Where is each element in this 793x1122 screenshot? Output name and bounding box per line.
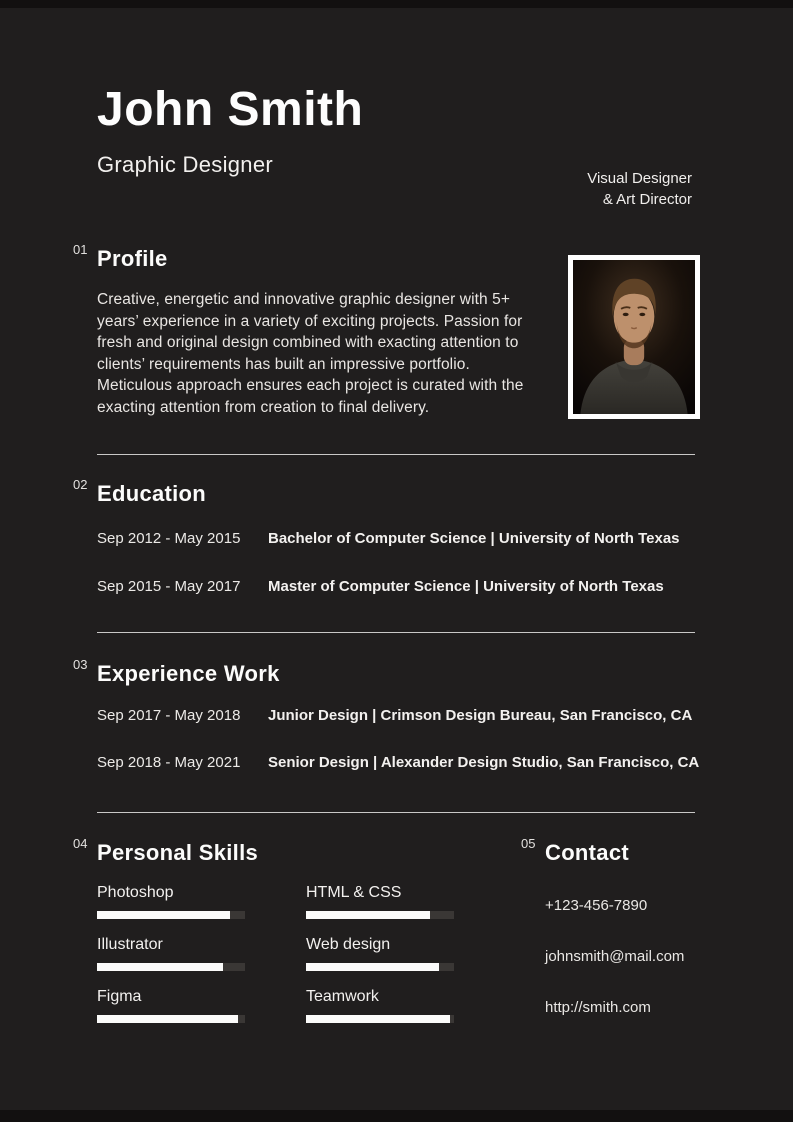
contact-phone: +123-456-7890 <box>545 897 648 914</box>
skill-item <box>306 936 454 971</box>
skill-progress-fill <box>97 963 223 971</box>
section-heading-profile <box>73 242 168 272</box>
person-role: Graphic Designer <box>97 152 273 177</box>
experience-dates: Sep 2018 - May 2021 <box>97 754 241 771</box>
portrait-photo-illustration <box>573 260 695 414</box>
skill-progress-bar <box>97 963 245 971</box>
skill-label: Figma <box>97 988 142 1005</box>
skill-item <box>97 936 245 971</box>
section-heading-education <box>73 477 207 507</box>
skill-progress-bar <box>306 963 454 971</box>
profile-summary-text: Creative, energetic and innovative graphic designer with 5+ years’ experience in a variety of exciting projects. Passion for fresh and original design combined with exacting attention to clients’ requirements has built an impressive portfolio. Meticulous approach ensures each project is curated with the exacting attention from creation to final delivery. <box>97 291 524 416</box>
skill-progress-fill <box>306 911 430 919</box>
portrait-photo <box>568 255 700 419</box>
section-number: 04 <box>73 836 88 851</box>
section-heading-contact <box>521 836 629 866</box>
skill-progress-fill <box>97 1015 238 1023</box>
section-title: Education <box>97 481 207 506</box>
skill-progress-fill <box>306 963 439 971</box>
education-dates: Sep 2012 - May 2015 <box>97 530 241 547</box>
section-title: Personal Skills <box>97 840 259 865</box>
contact-list <box>545 897 684 1050</box>
experience-description: Senior Design | Alexander Design Studio, San Francisco, CA <box>268 754 700 771</box>
skill-label: Teamwork <box>306 988 379 1005</box>
education-description: Master of Computer Science | University of North Texas <box>268 578 664 595</box>
skill-label: HTML & CSS <box>306 884 402 901</box>
top-edge-strip <box>0 0 793 8</box>
person-name: John Smith <box>97 83 364 136</box>
education-row <box>97 578 697 595</box>
tagline-line-1: Visual Designer <box>587 170 692 187</box>
bottom-edge-strip <box>0 1110 793 1122</box>
skill-progress-fill <box>97 911 230 919</box>
skill-item <box>306 884 454 919</box>
education-row <box>97 530 697 547</box>
skill-progress-fill <box>306 1015 450 1023</box>
skill-item <box>97 988 245 1023</box>
divider <box>97 812 695 813</box>
divider <box>97 454 695 455</box>
skill-progress-bar <box>306 911 454 919</box>
section-heading-skills <box>73 836 259 866</box>
section-title: Profile <box>97 246 168 271</box>
skill-item <box>97 884 245 919</box>
experience-dates: Sep 2017 - May 2018 <box>97 707 241 724</box>
section-number: 03 <box>73 657 88 672</box>
skill-progress-bar <box>97 1015 245 1023</box>
skills-grid <box>97 884 454 1023</box>
section-number: 01 <box>73 242 88 257</box>
contact-email: johnsmith@mail.com <box>545 948 685 965</box>
contact-website: http://smith.com <box>545 999 651 1016</box>
skill-label: Web design <box>306 936 391 953</box>
divider <box>97 632 695 633</box>
skill-label: Photoshop <box>97 884 174 901</box>
section-heading-experience <box>73 657 280 687</box>
tagline-line-2: & Art Director <box>602 191 692 208</box>
experience-row <box>97 707 697 724</box>
education-description: Bachelor of Computer Science | University of North Texas <box>268 530 680 547</box>
section-number: 05 <box>521 836 536 851</box>
skill-progress-bar <box>306 1015 454 1023</box>
experience-row <box>97 754 700 771</box>
section-title: Contact <box>545 840 629 865</box>
section-title: Experience Work <box>97 661 280 686</box>
section-number: 02 <box>73 477 88 492</box>
tagline <box>587 168 692 210</box>
experience-description: Junior Design | Crimson Design Bureau, San Francisco, CA <box>268 707 693 724</box>
education-dates: Sep 2015 - May 2017 <box>97 578 241 595</box>
skill-label: Illustrator <box>97 936 163 953</box>
skill-item <box>306 988 454 1023</box>
skill-progress-bar <box>97 911 245 919</box>
